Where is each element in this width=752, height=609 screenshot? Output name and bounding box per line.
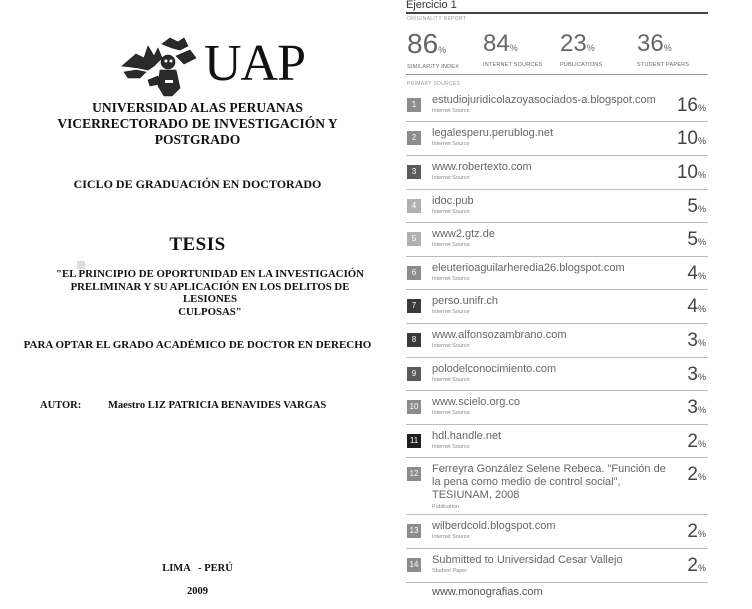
stat-label: INTERNET SOURCES	[483, 62, 543, 68]
source-rank-badge: 6	[407, 266, 421, 280]
stat-unit: %	[586, 43, 595, 53]
source-rank-badge: 12	[407, 467, 421, 481]
source-row[interactable]	[406, 391, 708, 425]
source-row[interactable]	[406, 358, 708, 391]
author-label: AUTOR:	[40, 400, 82, 411]
percentage-value: 3	[687, 330, 698, 351]
percentage-value: 4	[687, 296, 698, 317]
source-rank-badge: 10	[407, 400, 421, 414]
source-row[interactable]	[406, 458, 708, 515]
source-type: Internet Source	[432, 534, 470, 540]
university-heading	[0, 100, 395, 148]
degree-statement: PARA OPTAR EL GRADO ACADÉMICO DE DOCTOR EN DERECHO	[23, 339, 372, 351]
originality-report-label: ORIGINALITY REPORT	[407, 16, 467, 22]
source-percentage	[677, 129, 706, 151]
student-papers-stat	[637, 30, 689, 68]
percentage-unit: %	[697, 529, 706, 539]
source-type: Internet Source	[432, 410, 470, 416]
source-percentage	[687, 365, 706, 387]
place: LIMA - PERÚ	[162, 563, 233, 574]
source-rank-badge: 8	[407, 333, 421, 347]
thesis-title-line: CULPOSAS"	[178, 305, 242, 318]
percentage-unit: %	[697, 338, 706, 348]
source-percentage	[687, 331, 706, 353]
source-name[interactable]: Ferreyra González Selene Rebeca. "Función de la pena como medio de control social", TESIUNAM, 2008	[432, 463, 666, 501]
source-percentage	[677, 163, 706, 185]
percentage-value: 3	[687, 364, 698, 385]
similarity-index-stat	[407, 30, 459, 70]
stat-value: 84	[483, 30, 510, 57]
percentage-value: 16	[676, 95, 698, 116]
source-type: Internet Source	[432, 343, 470, 349]
source-row[interactable]	[406, 223, 708, 257]
source-name[interactable]: estudiojuridicolazoyasociados-a.blogspot.com	[432, 94, 656, 106]
originality-report	[400, 0, 708, 609]
stat-unit: %	[438, 45, 447, 55]
stats-divider	[406, 74, 708, 75]
percentage-value: 2	[687, 431, 698, 452]
source-rank-badge: 14	[407, 558, 421, 572]
source-percentage	[687, 465, 706, 487]
source-row[interactable]	[406, 324, 708, 358]
thesis-title-line: PRELIMINAR Y SU APLICACIÓN EN LOS DELITOS DE LESIONES	[70, 280, 350, 305]
source-percentage	[687, 556, 706, 578]
stat-unit: %	[663, 43, 672, 53]
author-name: Maestro LIZ PATRICIA BENAVIDES VARGAS	[108, 400, 327, 411]
source-row[interactable]	[406, 425, 708, 458]
report-title: Ejercicio 1	[406, 0, 457, 11]
source-type: Internet Source	[432, 276, 470, 282]
source-rank-badge: 5	[407, 232, 421, 246]
stat-value: 86	[407, 28, 439, 59]
uap-logo	[118, 36, 323, 96]
source-name[interactable]: www.robertexto.com	[432, 161, 532, 173]
stat-value: 36	[637, 30, 664, 57]
source-type: Internet Source	[432, 444, 470, 450]
winged-figure-emblem-icon	[118, 36, 203, 98]
source-name[interactable]: polodelconocimiento.com	[432, 363, 557, 375]
source-name[interactable]: perso.unifr.ch	[432, 295, 499, 307]
source-row[interactable]	[406, 257, 708, 290]
source-percentage	[677, 96, 706, 118]
source-rank-badge: 7	[407, 299, 421, 313]
source-rank-badge: 2	[407, 131, 421, 145]
percentage-value: 4	[687, 263, 698, 284]
source-rank-badge: 1	[407, 98, 421, 112]
primary-sources-label: PRIMARY SOURCES	[407, 81, 461, 87]
source-type: Internet Source	[432, 309, 470, 315]
percentage-unit: %	[697, 271, 706, 281]
stat-label: SIMILARITY INDEX	[407, 64, 459, 70]
source-percentage	[687, 522, 706, 544]
source-rank-badge: 11	[407, 434, 421, 448]
university-line: POSTGRADO	[154, 132, 241, 147]
percentage-value: 5	[687, 196, 698, 217]
percentage-unit: %	[697, 103, 706, 113]
source-row[interactable]	[406, 549, 708, 583]
title-divider	[406, 12, 708, 14]
source-name[interactable]: idoc.pub	[432, 195, 474, 207]
source-name[interactable]: www.scielo.org.co	[432, 396, 521, 408]
source-name[interactable]: legalesperu.perublog.net	[432, 127, 554, 139]
source-percentage	[687, 197, 706, 219]
percentage-value: 2	[687, 521, 698, 542]
source-row[interactable]	[406, 89, 708, 122]
source-row[interactable]	[406, 122, 708, 156]
source-percentage	[687, 264, 706, 286]
source-row[interactable]	[406, 515, 708, 549]
thesis-title-line: "EL PRINCIPIO DE OPORTUNIDAD EN LA INVESTIGACIÓN	[56, 268, 364, 280]
thesis-label: TESIS	[169, 234, 226, 255]
percentage-unit: %	[697, 472, 706, 482]
source-rank-badge: 9	[407, 367, 421, 381]
logo-wordmark: UAP	[204, 35, 306, 92]
source-row[interactable]	[406, 290, 708, 324]
source-type: Student Paper	[432, 568, 468, 574]
internet-sources-stat	[483, 30, 542, 68]
percentage-unit: %	[697, 204, 706, 214]
source-type: Internet Source	[432, 242, 470, 248]
stat-label: PUBLICATIONS	[560, 62, 603, 68]
percentage-unit: %	[697, 372, 706, 382]
thesis-title	[45, 268, 375, 318]
source-name[interactable]: Submitted to Universidad Cesar Vallejo	[432, 554, 623, 566]
source-name[interactable]: wilberdcold.blogspot.com	[432, 520, 556, 532]
source-percentage	[687, 230, 706, 252]
percentage-value: 2	[687, 555, 698, 576]
source-rank-badge: 3	[407, 165, 421, 179]
source-type: Internet Source	[432, 108, 470, 114]
source-percentage	[687, 297, 706, 319]
source-type: Internet Source	[432, 175, 470, 181]
source-type: Internet Source	[432, 141, 470, 147]
source-name[interactable]: eleuterioaguilarheredia26.blogspot.com	[432, 262, 625, 274]
percentage-unit: %	[697, 170, 706, 180]
percentage-value: 2	[687, 464, 698, 485]
stat-label: STUDENT PAPERS	[637, 62, 690, 68]
primary-sources-list	[406, 89, 708, 583]
percentage-unit: %	[697, 563, 706, 573]
percentage-unit: %	[697, 439, 706, 449]
stat-value: 23	[560, 30, 587, 57]
percentage-value: 10	[676, 128, 698, 149]
source-type: Internet Source	[432, 209, 470, 215]
percentage-unit: %	[697, 304, 706, 314]
source-row[interactable]	[406, 156, 708, 190]
stat-unit: %	[509, 43, 518, 53]
percentage-unit: %	[697, 405, 706, 415]
program-heading: CICLO DE GRADUACIÓN EN DOCTORADO	[73, 177, 322, 191]
percentage-value: 5	[687, 229, 698, 250]
source-name: www.monografias.com	[432, 586, 543, 598]
percentage-value: 10	[676, 162, 698, 183]
source-name[interactable]: hdl.handle.net	[432, 430, 502, 442]
source-row[interactable]	[406, 190, 708, 223]
source-type: Internet Source	[432, 377, 470, 383]
source-name[interactable]: www.alfonsozambrano.com	[432, 329, 567, 341]
source-name[interactable]: www2.gtz.de	[432, 228, 495, 240]
publications-stat	[560, 30, 602, 68]
source-type: Publication	[432, 504, 459, 510]
source-rank-badge: 4	[407, 199, 421, 213]
percentage-value: 3	[687, 397, 698, 418]
percentage-unit: %	[697, 237, 706, 247]
source-percentage	[687, 398, 706, 420]
university-line: VICERRECTORADO DE INVESTIGACIÓN Y	[57, 116, 338, 131]
source-rank-badge: 13	[407, 524, 421, 538]
year: 2009	[187, 586, 208, 597]
university-line: UNIVERSIDAD ALAS PERUANAS	[92, 100, 303, 115]
source-percentage	[687, 432, 706, 454]
percentage-unit: %	[697, 136, 706, 146]
